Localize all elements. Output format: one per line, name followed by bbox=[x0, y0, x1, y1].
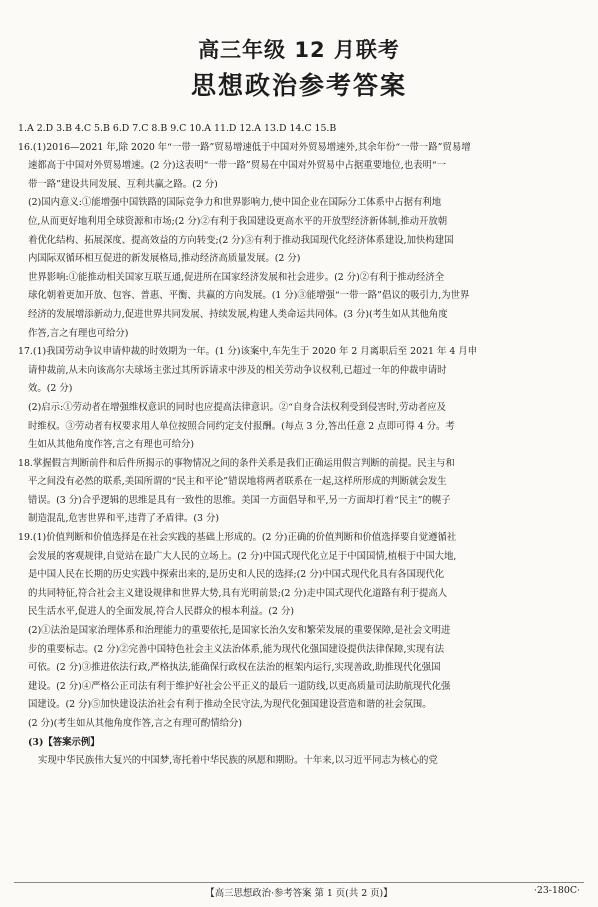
q19-line-11: (2 分)(考生如从其他角度作答,言之有理可酌情给分) bbox=[28, 718, 243, 729]
q16-line-4: (2)国内意义:①能增强中国铁路的国际竞争力和世界影响力,使中国企业在国际分工体系中占据有利地 bbox=[28, 197, 442, 209]
q17-line-5: 时维权。③劳动者有权要求用人单位按照合同约定支付报酬。(每点 3 分,答出任意 2 点即可得 4 分。考 bbox=[28, 420, 455, 432]
q19-line-5: 民生活水平,促进人的全面发展,符合人民群众的根本利益。(2 分) bbox=[28, 606, 294, 618]
q16-line-8: 世界影响:①能推动相关国家互联互通,促进所在国家经济发展和社会进步。(2 分)②有利于推动经济全 bbox=[28, 271, 445, 283]
q18-line-4: 制造混乱,危害世界和平,违背了矛盾律。(3 分) bbox=[28, 513, 219, 525]
footer-divider bbox=[14, 882, 584, 883]
q19-line-3: 是中国人民在长期的历史实践中探索出来的,是历史和人民的选择;(2 分)中国式现代化具有各国现代化 bbox=[28, 569, 445, 581]
q19-line-2: 会发展的客观规律,自觉站在最广大人民的立场上。(2 分)中国式现代化立足于中国国情,植根于中国大地, bbox=[28, 550, 457, 562]
q17-line-2: 请仲裁前,从未向该高尔夫球场主张过其所诉请求中涉及的相关劳动争议权利,已超过一年的仲裁申请时 bbox=[28, 364, 447, 376]
q17-line-4: (2)启示:①劳动者在增强维权意识的同时也应提高法律意识。②“自身合法权利受到侵害时,劳动者应及 bbox=[28, 401, 446, 413]
q19-line-6: (2)①法治是国家治理体系和治理能力的重要依托,是国家长治久安和繁荣发展的重要保障,是社会文明进 bbox=[28, 625, 451, 637]
q16-line-5: 位,从而更好地利用全球资源和市场;(2 分)②有利于我国建设更高水平的开放型经济新体制,推动开放朝 bbox=[28, 215, 448, 227]
answer-body bbox=[14, 120, 584, 771]
footer-page-label: 【高三思想政治·参考答案 第 1 页(共 2 页)】 bbox=[205, 888, 393, 899]
q16-line-7: 内国际双循环相互促进的新发展格局,推动经济高质量发展。(2 分) bbox=[28, 253, 301, 265]
q16-line-3: 带一路”建设共同发展、互利共赢之路。(2 分) bbox=[28, 178, 218, 190]
q16-line-11: 作答,言之有理也可给分) bbox=[28, 327, 129, 339]
q16-line-2: 速都高于中国对外贸易增速。(2 分)这表明“一带一路”贸易在中国对外贸易中占据重要地位,也表明“一 bbox=[28, 160, 446, 172]
q19-line-4: 的共同特征,符合社会主义建设规律和世界大势,具有光明前景;(2 分)走中国式现代化道路有利于提高人 bbox=[28, 587, 448, 599]
answer-title: 思想政治参考答案 bbox=[190, 71, 407, 100]
q18-line-1: 18.掌握假言判断前件和后件所揭示的事物情况之间的条件关系是我们正确运用假言判断的前提。民主与和 bbox=[18, 457, 455, 469]
q19-line-9: 建设。(2 分)④严格公正司法有利于维护好社会公平正义的最后一道防线,以更高质量司法助航现代化强 bbox=[28, 680, 451, 692]
q16-line-9: 球化朝着更加开放、包容、普惠、平衡、共赢的方向发展。(1 分)③能增强“一带一路”倡议的吸引力,为世界 bbox=[28, 290, 470, 302]
multiple-choice-key: 1.A 2.D 3.B 4.C 5.B 6.D 7.C 8.B 9.C 10.A 11.D 12.A 13.D 14.C 15.B bbox=[18, 123, 337, 134]
q16-line-1: 16.(1)2016—2021 年,除 2020 年“一带一路”贸易增速低于中国对外贸易增速外,其余年份“一带一路”贸易增 bbox=[18, 141, 471, 153]
exam-title: 高三年级 12 月联考 bbox=[198, 38, 400, 62]
q17-line-3: 效。(2 分) bbox=[28, 383, 73, 395]
q19-line-10: 国建设。(2 分)⑤加快建设法治社会有利于推动全民守法,为现代化强国建设营造和谐的社会氛围。 bbox=[28, 699, 432, 711]
q19-line-7: 步的重要标志。(2 分)②完善中国特色社会主义法治体系,能为现代化强国建设提供法律保障,实现有法 bbox=[28, 643, 444, 655]
q17-line-1: 17.(1)我国劳动争议申请仲裁的时效期为一年。(1 分)该案中,车先生于 2020 年 2 月离职后至 2021 年 4 月申 bbox=[18, 346, 478, 358]
q18-line-3: 错误。(3 分)合乎逻辑的思维是具有一致性的思维。美国一方面倡导和平,另一方面却打着“民主”的幌子 bbox=[28, 494, 451, 506]
q16-line-10: 经济的发展增添新动力,促进世界共同发展、持续发展,构建人类命运共同体。(3 分)(考生如从其他角度 bbox=[28, 308, 448, 320]
q18-line-2: 平之间没有必然的联系,美国所谓的“民主和平论”错误地将两者联系在一起,这样所形成的判断就会发生 bbox=[28, 476, 447, 488]
q19-line-8: 可依。(2 分)③推进依法行政,严格执法,能确保行政权在法治的框架内运行,实现善政,助推现代化强国 bbox=[28, 662, 441, 674]
q19-answer-example-heading: (3)【答案示例】 bbox=[28, 736, 100, 748]
q17-line-6: 生如从其他角度作答,言之有理也可给分) bbox=[28, 439, 195, 451]
footer-exam-code: ·23-180C· bbox=[533, 885, 580, 896]
q19-answer-example-text: 实现中华民族伟大复兴的中国梦,寄托着中华民族的夙愿和期盼。十年来,以习近平同志为核心的党 bbox=[38, 755, 438, 767]
q16-line-6: 着优化结构、拓展深度、提高效益的方向转变;(2 分)③有利于推动我国现代化经济体系建设,加快构建国 bbox=[28, 234, 454, 246]
page-footer bbox=[0, 882, 598, 900]
q19-line-1: 19.(1)价值判断和价值选择是在社会实践的基础上形成的。(2 分)正确的价值判断和价值选择要自觉遵循社 bbox=[18, 532, 457, 544]
